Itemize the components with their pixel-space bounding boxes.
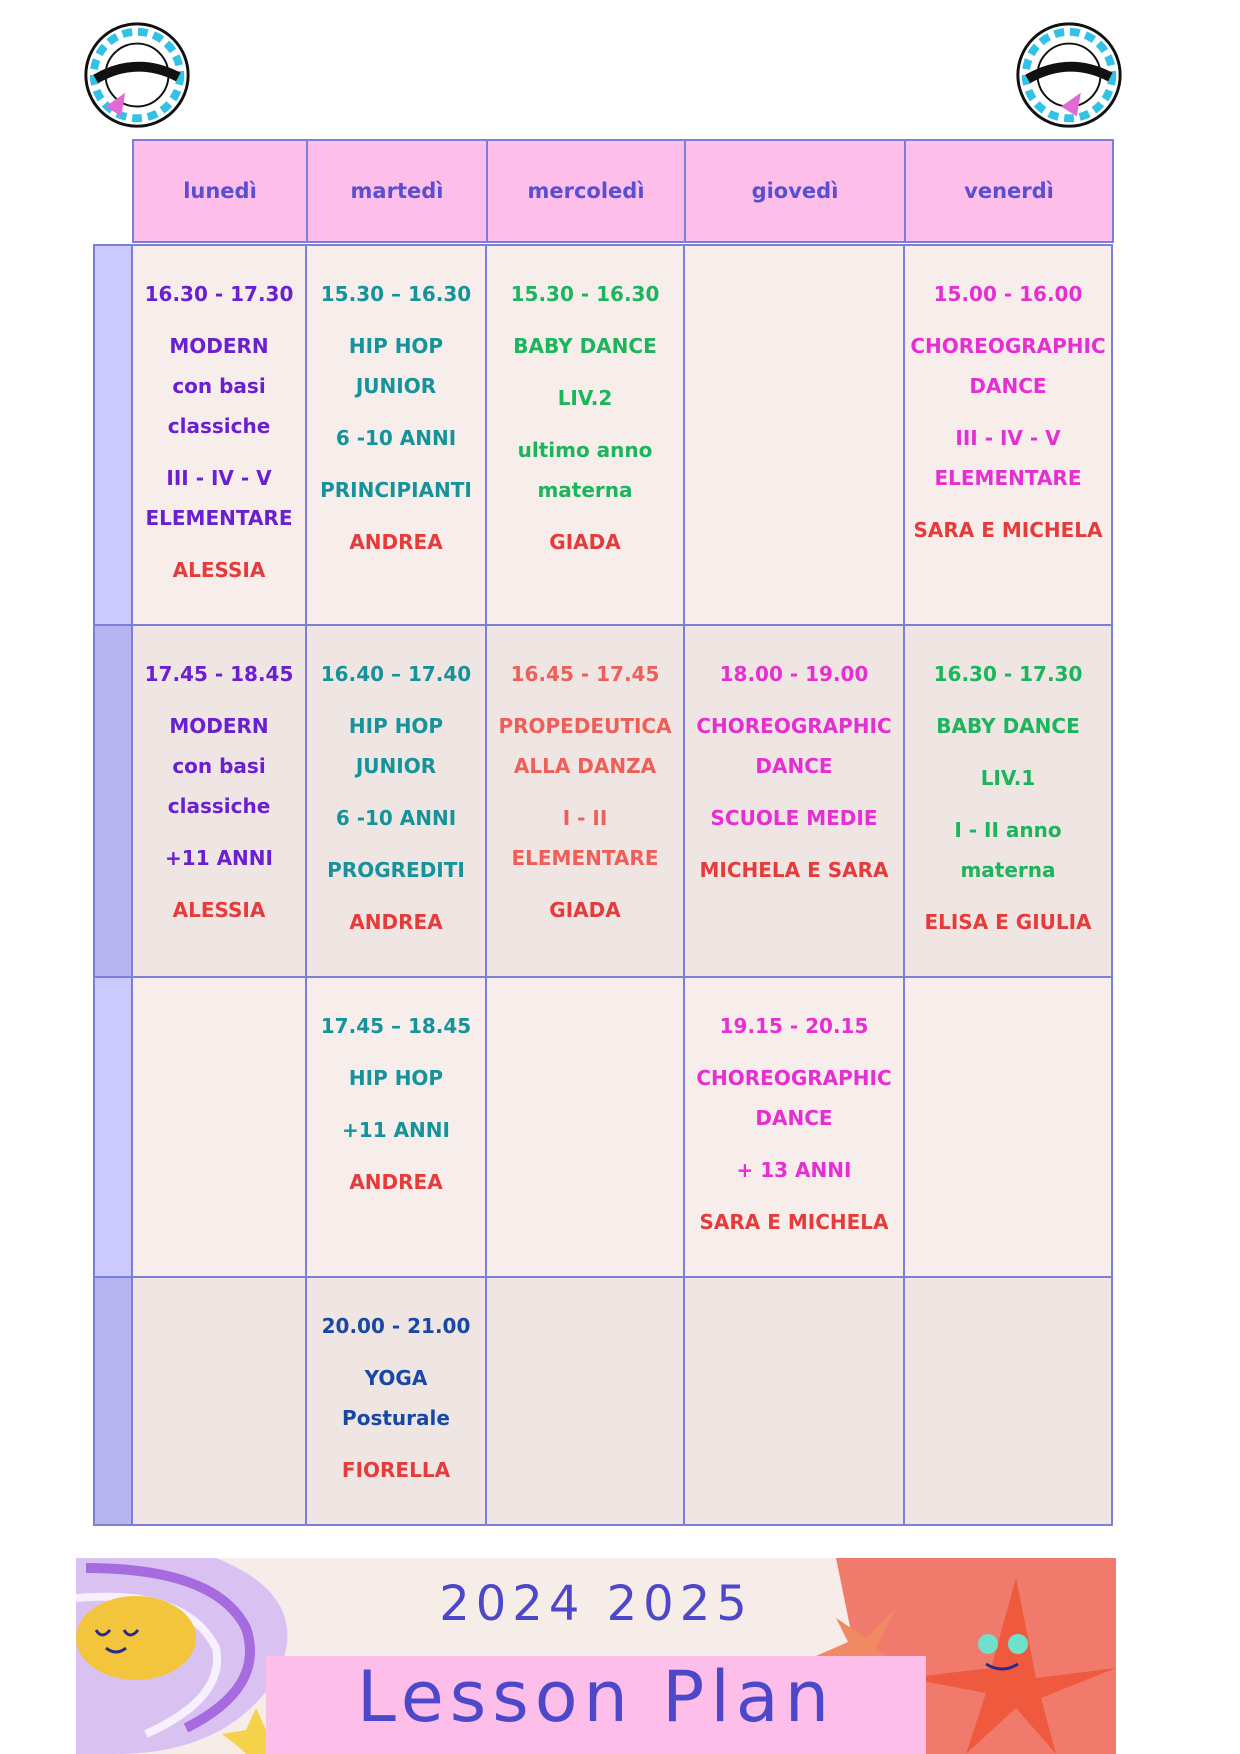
schedule-cell <box>485 624 685 978</box>
schedule-cell <box>683 976 905 1278</box>
schedule-grid <box>93 244 1115 1526</box>
class-info-text: PROPEDEUTICA <box>498 714 672 738</box>
class-info-text: CHOREOGRAPHIC <box>910 334 1106 358</box>
class-info-text: classiche <box>167 414 271 438</box>
row-side-strip <box>93 1276 133 1526</box>
class-info-text: classiche <box>167 794 271 818</box>
day-header-row <box>132 139 1114 245</box>
row-side-strip <box>93 624 133 978</box>
row-side-strip <box>93 244 133 626</box>
schedule-cell <box>305 1276 487 1526</box>
class-info-text: SARA E MICHELA <box>913 518 1103 542</box>
class-info-text: CHOREOGRAPHIC <box>696 1066 892 1090</box>
schedule-cell <box>305 244 487 626</box>
class-info-text: con basi <box>172 374 266 398</box>
class-info-text: 17.45 - 18.45 <box>144 662 294 686</box>
banner-title: Lesson Plan <box>356 1656 836 1738</box>
class-info-text: CHOREOGRAPHIC <box>696 714 892 738</box>
class-info-text: PROGREDITI <box>327 858 465 882</box>
schedule-cell <box>131 244 307 626</box>
class-info-text: materna <box>960 858 1056 882</box>
class-info-text: GIADA <box>549 898 621 922</box>
class-info-text: LIV.1 <box>980 766 1036 790</box>
schedule-cell <box>485 244 685 626</box>
class-info-text: DANCE <box>755 1106 833 1130</box>
class-info-text: HIP HOP <box>348 714 444 738</box>
class-info-text: I - II <box>562 806 608 830</box>
class-info-text: DANCE <box>969 374 1047 398</box>
schedule-cell <box>305 624 487 978</box>
schedule-cell <box>903 976 1113 1278</box>
class-info-text: +11 ANNI <box>165 846 273 870</box>
class-info-text: MODERN <box>169 334 269 358</box>
schedule-cell <box>485 976 685 1278</box>
schedule-cell <box>131 1276 307 1526</box>
class-info-text: 6 -10 ANNI <box>335 806 457 830</box>
class-info-text: HIP HOP <box>348 1066 444 1090</box>
class-info-text: +11 ANNI <box>342 1118 450 1142</box>
class-info-text: SARA E MICHELA <box>699 1210 889 1234</box>
logo-left <box>78 18 196 136</box>
class-info-text: SCUOLE MEDIE <box>710 806 878 830</box>
row-side-strip <box>93 976 133 1278</box>
class-info-text: LIV.2 <box>557 386 613 410</box>
class-info-text: + 13 ANNI <box>736 1158 852 1182</box>
schedule-cell <box>683 244 905 626</box>
class-info-text: MICHELA E SARA <box>699 858 889 882</box>
class-info-text: 16.30 - 17.30 <box>933 662 1083 686</box>
class-info-text: JUNIOR <box>355 754 437 778</box>
class-info-text: 16.30 - 17.30 <box>144 282 294 306</box>
schedule-cell <box>903 244 1113 626</box>
class-info-text: ANDREA <box>349 1170 443 1194</box>
class-info-text: III - IV - V <box>955 426 1061 450</box>
class-info-text: ANDREA <box>349 910 443 934</box>
class-info-text: YOGA <box>364 1366 428 1390</box>
class-info-text: ELEMENTARE <box>511 846 659 870</box>
class-info-text: 15.30 – 16.30 <box>320 282 472 306</box>
class-info-text: materna <box>537 478 633 502</box>
class-info-text: 20.00 - 21.00 <box>321 1314 471 1338</box>
class-info-text: 19.15 - 20.15 <box>719 1014 869 1038</box>
schedule-cell <box>903 1276 1113 1526</box>
schedule-cell <box>131 976 307 1278</box>
lesson-plan-banner <box>76 1558 1116 1754</box>
schedule-cell <box>485 1276 685 1526</box>
schedule-cell <box>131 624 307 978</box>
class-info-text: HIP HOP <box>348 334 444 358</box>
class-info-text: con basi <box>172 754 266 778</box>
day-header-venerdi: venerdì <box>904 139 1114 243</box>
class-info-text: 16.40 – 17.40 <box>320 662 472 686</box>
class-info-text: I - II anno <box>954 818 1062 842</box>
schedule-cell <box>305 976 487 1278</box>
banner-year: 2024 2025 <box>439 1576 753 1632</box>
class-info-text: FIORELLA <box>341 1458 451 1482</box>
class-info-text: 15.30 - 16.30 <box>510 282 660 306</box>
schedule-cell <box>683 624 905 978</box>
class-info-text: ALESSIA <box>172 558 266 582</box>
class-info-text: MODERN <box>169 714 269 738</box>
day-header-mercoledi: mercoledì <box>486 139 686 243</box>
class-info-text: ALLA DANZA <box>513 754 657 778</box>
day-header-giovedi: giovedì <box>684 139 906 243</box>
class-info-text: 17.45 – 18.45 <box>320 1014 472 1038</box>
day-header-martedi: martedì <box>306 139 488 243</box>
logo-right <box>1010 18 1128 136</box>
class-info-text: ultimo anno <box>517 438 653 462</box>
class-info-text: ANDREA <box>349 530 443 554</box>
class-info-text: 18.00 - 19.00 <box>719 662 869 686</box>
class-info-text: ELEMENTARE <box>145 506 293 530</box>
class-info-text: 15.00 - 16.00 <box>933 282 1083 306</box>
schedule-cell <box>903 624 1113 978</box>
class-info-text: JUNIOR <box>355 374 437 398</box>
schedule-cell <box>683 1276 905 1526</box>
class-info-text: ELEMENTARE <box>934 466 1082 490</box>
class-info-text: GIADA <box>549 530 621 554</box>
class-info-text: ELISA E GIULIA <box>924 910 1092 934</box>
day-header-lunedi: lunedì <box>132 139 308 243</box>
class-info-text: BABY DANCE <box>936 714 1080 738</box>
class-info-text: Posturale <box>342 1406 450 1430</box>
class-info-text: 16.45 - 17.45 <box>510 662 660 686</box>
class-info-text: PRINCIPIANTI <box>320 478 472 502</box>
class-info-text: 6 -10 ANNI <box>335 426 457 450</box>
class-info-text: BABY DANCE <box>513 334 657 358</box>
class-info-text: ALESSIA <box>172 898 266 922</box>
class-info-text: III - IV - V <box>166 466 272 490</box>
class-info-text: DANCE <box>755 754 833 778</box>
